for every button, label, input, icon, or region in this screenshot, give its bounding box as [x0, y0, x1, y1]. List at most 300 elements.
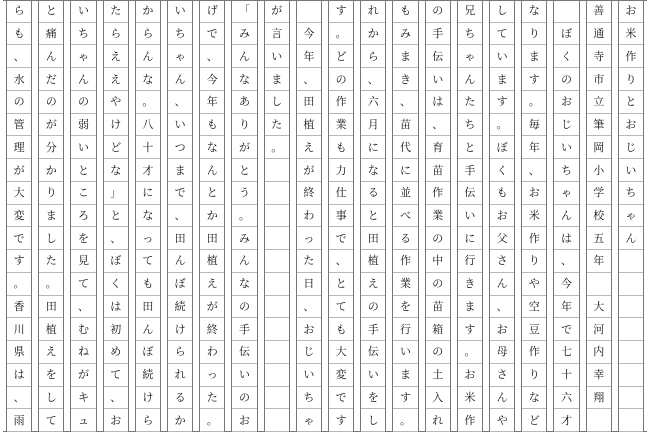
manuscript-cell: り: [39, 182, 63, 205]
manuscript-cell: 手: [426, 23, 450, 46]
manuscript-cell: の: [329, 68, 353, 91]
manuscript-cell: ん: [136, 45, 160, 68]
manuscript-cell: ま: [168, 159, 192, 182]
manuscript-cell: で: [7, 227, 31, 250]
manuscript-cell: 筆: [587, 114, 611, 137]
manuscript-cell: え: [297, 136, 321, 159]
manuscript-cell: 川: [7, 318, 31, 341]
manuscript-cell: 十: [554, 364, 578, 387]
manuscript-cell: 弱: [71, 114, 95, 137]
manuscript-cell: の: [426, 227, 450, 250]
manuscript-cell: ん: [168, 250, 192, 273]
manuscript-cell: 田: [136, 296, 160, 319]
manuscript-cell: 業: [393, 273, 417, 296]
manuscript-cell: お: [297, 318, 321, 341]
manuscript-cell: を: [393, 296, 417, 319]
manuscript-cell: 、: [522, 159, 546, 182]
manuscript-cell: と: [232, 159, 256, 182]
manuscript-cell: [265, 205, 289, 228]
manuscript-cell: な: [104, 159, 128, 182]
manuscript-cell: ち: [554, 159, 578, 182]
manuscript-column: [618, 0, 644, 432]
manuscript-cell: が: [232, 136, 256, 159]
manuscript-column: [264, 0, 290, 432]
manuscript-cell: た: [39, 250, 63, 273]
manuscript-cell: 、: [7, 387, 31, 410]
manuscript-column: [489, 0, 515, 432]
manuscript-cell: 米: [458, 387, 482, 410]
manuscript-cell: 才: [136, 159, 160, 182]
manuscript-cell: に: [361, 136, 385, 159]
manuscript-cell: お: [619, 114, 643, 137]
manuscript-cell: す: [522, 68, 546, 91]
manuscript-cell: ん: [458, 68, 482, 91]
manuscript-cell: い: [168, 0, 192, 23]
manuscript-cell: な: [522, 0, 546, 23]
manuscript-column: [586, 0, 612, 432]
manuscript-cell: お: [490, 205, 514, 228]
manuscript-cell: 植: [39, 318, 63, 341]
manuscript-cell: っ: [200, 364, 224, 387]
manuscript-cell: [587, 409, 611, 432]
manuscript-cell: 大: [329, 341, 353, 364]
manuscript-cell: が: [7, 159, 31, 182]
manuscript-cell: さ: [490, 364, 514, 387]
manuscript-cell: 、: [104, 227, 128, 250]
manuscript-cell: 言: [265, 23, 289, 46]
manuscript-cell: 小: [587, 159, 611, 182]
manuscript-cell: 手: [361, 318, 385, 341]
manuscript-cell: 。: [265, 136, 289, 159]
manuscript-cell: で: [329, 387, 353, 410]
manuscript-cell: み: [232, 23, 256, 46]
manuscript-cell: 並: [393, 182, 417, 205]
manuscript-cell: 善: [587, 0, 611, 23]
manuscript-cell: 米: [522, 205, 546, 228]
manuscript-cell: 十: [136, 136, 160, 159]
manuscript-cell: ち: [168, 23, 192, 46]
manuscript-cell: 大: [587, 296, 611, 319]
manuscript-cell: つ: [168, 136, 192, 159]
manuscript-cell: 通: [587, 23, 611, 46]
manuscript-cell: い: [71, 0, 95, 23]
manuscript-column: [6, 0, 32, 432]
manuscript-cell: [265, 409, 289, 432]
manuscript-cell: い: [426, 68, 450, 91]
manuscript-cell: 市: [587, 68, 611, 91]
manuscript-cell: 伝: [458, 182, 482, 205]
manuscript-cell: み: [232, 227, 256, 250]
manuscript-cell: 、: [168, 91, 192, 114]
manuscript-cell: の: [426, 341, 450, 364]
manuscript-cell: 、: [7, 45, 31, 68]
manuscript-cell: り: [522, 23, 546, 46]
manuscript-cell: 」: [104, 182, 128, 205]
manuscript-cell: い: [361, 364, 385, 387]
manuscript-cell: み: [393, 23, 417, 46]
manuscript-cell: ぼ: [104, 250, 128, 273]
manuscript-cell: ん: [232, 45, 256, 68]
manuscript-cell: い: [393, 341, 417, 364]
manuscript-cell: 米: [619, 23, 643, 46]
manuscript-cell: の: [361, 296, 385, 319]
manuscript-cell: 田: [39, 296, 63, 319]
manuscript-cell: 毎: [522, 114, 546, 137]
manuscript-cell: [619, 341, 643, 364]
manuscript-cell: ち: [458, 23, 482, 46]
manuscript-cell: な: [361, 159, 385, 182]
manuscript-cell: 。: [490, 114, 514, 137]
manuscript-column: [199, 0, 225, 432]
manuscript-cell: 作: [393, 250, 417, 273]
manuscript-cell: ま: [522, 45, 546, 68]
manuscript-cell: て: [136, 250, 160, 273]
manuscript-cell: し: [361, 409, 385, 432]
manuscript-cell: 植: [297, 114, 321, 137]
manuscript-cell: は: [7, 364, 31, 387]
manuscript-cell: か: [361, 23, 385, 46]
manuscript-cell: い: [168, 114, 192, 137]
manuscript-cell: ん: [554, 205, 578, 228]
manuscript-cell: 。: [39, 273, 63, 296]
manuscript-cell: 翔: [587, 387, 611, 410]
manuscript-cell: ぼ: [490, 136, 514, 159]
manuscript-cell: [265, 250, 289, 273]
manuscript-cell: 中: [426, 250, 450, 273]
manuscript-cell: な: [136, 68, 160, 91]
manuscript-cell: こ: [71, 182, 95, 205]
manuscript-cell: 、: [71, 296, 95, 319]
manuscript-cell: お: [490, 318, 514, 341]
manuscript-cell: 、: [297, 296, 321, 319]
manuscript-cell: 、: [297, 68, 321, 91]
manuscript-cell: 校: [587, 205, 611, 228]
manuscript-column: [231, 0, 257, 432]
manuscript-column: [328, 0, 354, 432]
manuscript-cell: の: [554, 68, 578, 91]
manuscript-cell: り: [522, 250, 546, 273]
manuscript-cell: 事: [329, 205, 353, 228]
manuscript-cell: [619, 387, 643, 410]
manuscript-column: [70, 0, 96, 432]
manuscript-cell: 分: [39, 136, 63, 159]
manuscript-cell: て: [329, 296, 353, 319]
manuscript-column: [135, 0, 161, 432]
manuscript-cell: も: [200, 114, 224, 137]
manuscript-cell: と: [200, 182, 224, 205]
manuscript-cell: ん: [490, 273, 514, 296]
manuscript-cell: ど: [104, 136, 128, 159]
manuscript-cell: や: [104, 91, 128, 114]
manuscript-cell: も: [329, 318, 353, 341]
manuscript-cell: ち: [619, 182, 643, 205]
manuscript-cell: す: [329, 0, 353, 23]
manuscript-cell: も: [329, 136, 353, 159]
manuscript-cell: ら: [168, 341, 192, 364]
manuscript-cell: く: [490, 159, 514, 182]
manuscript-cell: 行: [393, 318, 417, 341]
manuscript-cell: の: [7, 91, 31, 114]
manuscript-cell: 業: [329, 114, 353, 137]
manuscript-cell: 。: [329, 23, 353, 46]
manuscript-cell: 水: [7, 68, 31, 91]
manuscript-column: [103, 0, 129, 432]
manuscript-cell: 月: [361, 114, 385, 137]
manuscript-cell: ぼ: [554, 23, 578, 46]
manuscript-cell: や: [490, 409, 514, 432]
manuscript-cell: め: [104, 341, 128, 364]
manuscript-cell: ゃ: [458, 45, 482, 68]
manuscript-cell: ま: [393, 364, 417, 387]
manuscript-cell: 年: [200, 91, 224, 114]
manuscript-cell: 。: [7, 273, 31, 296]
manuscript-cell: さ: [490, 250, 514, 273]
manuscript-cell: 変: [329, 364, 353, 387]
manuscript-cell: 。: [136, 91, 160, 114]
manuscript-cell: 理: [7, 136, 31, 159]
manuscript-cell: ん: [232, 250, 256, 273]
manuscript-cell: 力: [329, 159, 353, 182]
manuscript-cell: と: [329, 273, 353, 296]
manuscript-column: [457, 0, 483, 432]
sheet-border: [3, 0, 647, 432]
manuscript-cell: ん: [619, 227, 643, 250]
manuscript-cell: い: [232, 364, 256, 387]
manuscript-cell: え: [361, 273, 385, 296]
manuscript-cell: っ: [136, 227, 160, 250]
manuscript-cell: 終: [297, 182, 321, 205]
manuscript-cell: 植: [361, 250, 385, 273]
manuscript-cell: 代: [393, 136, 417, 159]
manuscript-cell: 立: [587, 91, 611, 114]
manuscript-cell: ゃ: [554, 182, 578, 205]
manuscript-cell: い: [490, 45, 514, 68]
manuscript-cell: 伝: [361, 341, 385, 364]
manuscript-cell: を: [39, 364, 63, 387]
manuscript-cell: [265, 341, 289, 364]
manuscript-cell: [265, 387, 289, 410]
manuscript-cell: 続: [136, 364, 160, 387]
manuscript-cell: 田: [297, 91, 321, 114]
manuscript-cell: お: [458, 364, 482, 387]
manuscript-cell: た: [297, 250, 321, 273]
manuscript-cell: ゃ: [168, 45, 192, 68]
manuscript-cell: 県: [7, 341, 31, 364]
manuscript-cell: く: [104, 273, 128, 296]
manuscript-column: [425, 0, 451, 432]
manuscript-cell: 八: [136, 114, 160, 137]
manuscript-cell: 、: [361, 68, 385, 91]
manuscript-cell: 六: [554, 387, 578, 410]
manuscript-cell: だ: [39, 68, 63, 91]
manuscript-column: [521, 0, 547, 432]
manuscript-cell: っ: [297, 227, 321, 250]
manuscript-cell: わ: [200, 341, 224, 364]
manuscript-cell: し: [39, 387, 63, 410]
manuscript-cell: て: [490, 23, 514, 46]
manuscript-cell: す: [329, 409, 353, 432]
manuscript-cell: お: [619, 0, 643, 23]
manuscript-cell: ん: [39, 45, 63, 68]
manuscript-cell: い: [458, 205, 482, 228]
manuscript-cell: じ: [619, 136, 643, 159]
manuscript-cell: 寺: [587, 45, 611, 68]
manuscript-cell: 業: [426, 205, 450, 228]
manuscript-cell: ゃ: [619, 205, 643, 228]
manuscript-cell: キ: [71, 387, 95, 410]
manuscript-cell: は: [104, 296, 128, 319]
manuscript-cell: 続: [168, 296, 192, 319]
manuscript-cell: 六: [361, 91, 385, 114]
manuscript-cell: 。: [393, 409, 417, 432]
manuscript-cell: の: [426, 0, 450, 23]
manuscript-cell: 香: [7, 296, 31, 319]
manuscript-cell: や: [522, 273, 546, 296]
manuscript-cell: の: [232, 387, 256, 410]
manuscript-cell: 育: [426, 136, 450, 159]
manuscript-cell: 岡: [587, 136, 611, 159]
manuscript-cell: 豆: [522, 318, 546, 341]
manuscript-cell: 仕: [329, 182, 353, 205]
manuscript-cell: は: [426, 91, 450, 114]
manuscript-cell: ら: [136, 23, 160, 46]
manuscript-cell: 苗: [426, 159, 450, 182]
manuscript-cell: ど: [329, 45, 353, 68]
manuscript-cell: れ: [168, 364, 192, 387]
manuscript-cell: 、: [200, 45, 224, 68]
manuscript-cell: は: [554, 227, 578, 250]
manuscript-cell: を: [71, 227, 95, 250]
manuscript-cell: 。: [522, 91, 546, 114]
manuscript-cell: ら: [361, 45, 385, 68]
manuscript-cell: る: [393, 227, 417, 250]
manuscript-cell: 植: [200, 250, 224, 273]
manuscript-cell: か: [200, 205, 224, 228]
manuscript-cell: 「: [232, 0, 256, 23]
manuscript-cell: な: [232, 273, 256, 296]
manuscript-column: [392, 0, 418, 432]
manuscript-cell: う: [232, 182, 256, 205]
manuscript-cell: お: [554, 91, 578, 114]
manuscript-cell: で: [329, 227, 353, 250]
manuscript-cell: き: [393, 68, 417, 91]
manuscript-cell: げ: [200, 0, 224, 23]
manuscript-cell: が: [297, 159, 321, 182]
manuscript-cell: た: [200, 387, 224, 410]
manuscript-cell: 、: [104, 387, 128, 410]
manuscript-cell: で: [200, 23, 224, 46]
manuscript-cell: で: [168, 182, 192, 205]
manuscript-cell: 苗: [426, 296, 450, 319]
manuscript-cell: た: [104, 0, 128, 23]
manuscript-cell: 雨: [7, 409, 31, 432]
manuscript-cell: 兄: [458, 0, 482, 23]
manuscript-cell: 入: [426, 387, 450, 410]
manuscript-cell: 作: [619, 45, 643, 68]
manuscript-cell: む: [71, 318, 95, 341]
manuscript-cell: と: [104, 205, 128, 228]
manuscript-cell: と: [458, 136, 482, 159]
manuscript-cell: が: [39, 114, 63, 137]
manuscript-cell: く: [554, 45, 578, 68]
manuscript-cell: [619, 318, 643, 341]
manuscript-cell: り: [619, 68, 643, 91]
manuscript-cell: ん: [168, 68, 192, 91]
manuscript-cell: 学: [587, 182, 611, 205]
manuscript-cell: 見: [71, 250, 95, 273]
manuscript-cell: す: [393, 387, 417, 410]
manuscript-cell: 七: [554, 341, 578, 364]
manuscript-cell: 伝: [232, 341, 256, 364]
manuscript-cell: の: [426, 273, 450, 296]
manuscript-cell: 空: [522, 296, 546, 319]
manuscript-cell: の: [232, 296, 256, 319]
manuscript-cell: 田: [168, 227, 192, 250]
manuscript-cell: [265, 364, 289, 387]
manuscript-cell: り: [232, 114, 256, 137]
manuscript-cell: ゃ: [71, 45, 95, 68]
manuscript-cell: と: [71, 159, 95, 182]
manuscript-sheet: [3, 0, 647, 432]
manuscript-cell: が: [71, 364, 95, 387]
manuscript-cell: も: [7, 23, 31, 46]
manuscript-cell: も: [393, 0, 417, 23]
manuscript-cell: わ: [297, 205, 321, 228]
manuscript-cell: [265, 273, 289, 296]
manuscript-cell: ュ: [71, 409, 95, 432]
manuscript-cell: 。: [458, 341, 482, 364]
manuscript-cell: ち: [458, 114, 482, 137]
manuscript-cell: の: [71, 91, 95, 114]
manuscript-cell: 大: [7, 182, 31, 205]
manuscript-cell: 河: [587, 318, 611, 341]
manuscript-cell: 作: [522, 341, 546, 364]
manuscript-cell: ま: [39, 205, 63, 228]
manuscript-cell: 才: [554, 409, 578, 432]
manuscript-cell: 年: [297, 45, 321, 68]
manuscript-cell: に: [136, 182, 160, 205]
manuscript-cell: き: [458, 273, 482, 296]
manuscript-cell: と: [361, 205, 385, 228]
manuscript-cell: 箱: [426, 318, 450, 341]
manuscript-cell: 年: [522, 136, 546, 159]
manuscript-cell: い: [619, 159, 643, 182]
manuscript-cell: な: [136, 205, 160, 228]
manuscript-cell: 今: [297, 23, 321, 46]
manuscript-cell: 作: [426, 182, 450, 205]
manuscript-cell: な: [232, 68, 256, 91]
manuscript-cell: じ: [297, 341, 321, 364]
manuscript-cell: ん: [200, 159, 224, 182]
manuscript-cell: え: [39, 341, 63, 364]
manuscript-cell: え: [104, 68, 128, 91]
manuscript-cell: 、: [426, 114, 450, 137]
manuscript-cell: 田: [361, 227, 385, 250]
manuscript-cell: [297, 0, 321, 23]
manuscript-cell: ど: [522, 409, 546, 432]
manuscript-cell: ん: [71, 68, 95, 91]
manuscript-cell: 日: [297, 273, 321, 296]
manuscript-cell: も: [490, 182, 514, 205]
manuscript-cell: も: [136, 273, 160, 296]
manuscript-cell: が: [265, 0, 289, 23]
manuscript-cell: 幸: [587, 364, 611, 387]
manuscript-cell: 行: [458, 250, 482, 273]
manuscript-cell: か: [39, 159, 63, 182]
manuscript-cell: 今: [554, 273, 578, 296]
manuscript-cell: ら: [136, 409, 160, 432]
manuscript-cell: か: [168, 409, 192, 432]
